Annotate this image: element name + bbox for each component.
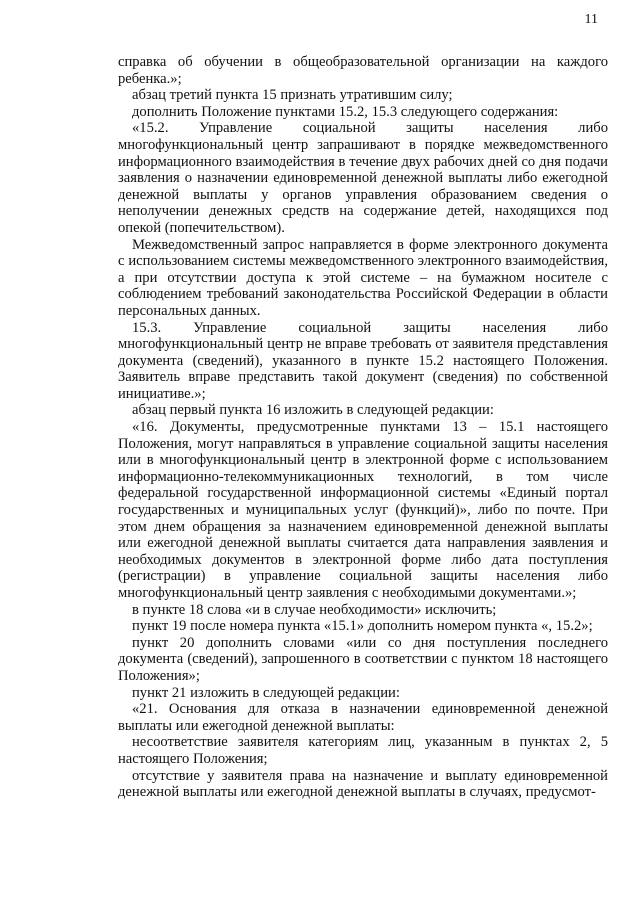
paragraph-13: «21. Основания для отказа в назначении единовременной денежной выплаты или ежегодной денежной выплаты: [118,701,608,734]
paragraph-6: 15.3. Управление социальной защиты населения либо многофункциональный центр не вправе требовать от заявителя представления документа (сведений), указанного в пункте 15.2 настоящего Положения. Заявитель вправе представить такой документ (сведения) по собственной инициативе.»; [118,319,608,402]
paragraph-14: несоответствие заявителя категориям лиц, указанным в пунктах 2, 5 настоящего Положения; [118,734,608,767]
paragraph-7: абзац первый пункта 16 изложить в следующей редакции: [132,402,494,419]
paragraph-9: в пункте 18 слова «и в случае необходимости» исключить; [132,601,497,618]
page-number: 11 [584,12,598,27]
paragraph-3: дополнить Положение пунктами 15.2, 15.3 следующего содержания: [132,103,559,120]
paragraph-12: пункт 21 изложить в следующей редакции: [132,684,400,701]
paragraph-8: «16. Документы, предусмотренные пунктами 13 – 15.1 настоящего Положения, могут направляться в управление социальной защиты населения или в многофункциональный центр в электронной форме с использованием информационно-телекоммуникационных технологий, в том числе федеральной государственной информационной системы «Единый портал государственных и муниципальных услуг (функций)», либо по почте. При этом днем обращения за назначением единовременной денежной выплаты или ежегодной денежной выплаты считается дата направления заявления и необходимых документов в электронной форме либо дата поступления (регистрации) в управление социальной защиты населения либо многофункциональный центр заявления с необходимыми документами.»; [118,419,608,601]
paragraph-10: пункт 19 после номера пункта «15.1» дополнить номером пункта «, 15.2»; [132,618,593,635]
paragraph-11: пункт 20 дополнить словами «или со дня поступления последнего документа (сведений), запрошенного в соответствии с пунктом 18 настоящего Положения»; [118,634,608,684]
paragraph-4: «15.2. Управление социальной защиты населения либо многофункциональный центр запрашивают в порядке межведомственного информационного взаимодействия в течение двух рабочих дней со дня подачи заявления о назначении единовременной денежной выплаты либо ежегодной денежной выплаты у органов управления образованием сведения о неполучении денежных средств на содержание детей, находящихся под опекой (попечительством). [118,120,608,236]
paragraph-15: отсутствие у заявителя права на назначение и выплату единовременной денежной выплаты или ежегодной денежной выплаты в случаях, предусмот- [118,767,608,801]
paragraph-1: справка об обучении в общеобразовательной организации на каждого ребенка.»; [118,54,608,87]
paragraph-2: абзац третий пункта 15 признать утратившим силу; [132,87,453,104]
paragraph-5: Межведомственный запрос направляется в форме электронного документа с использованием системы межведомственного электронного взаимодействия, а при отсутствии доступа к этой системе – на бумажном носителе с соблюдением требований законодательства Российской Федерации в области персональных данных. [118,236,608,319]
document-body [118,54,608,801]
